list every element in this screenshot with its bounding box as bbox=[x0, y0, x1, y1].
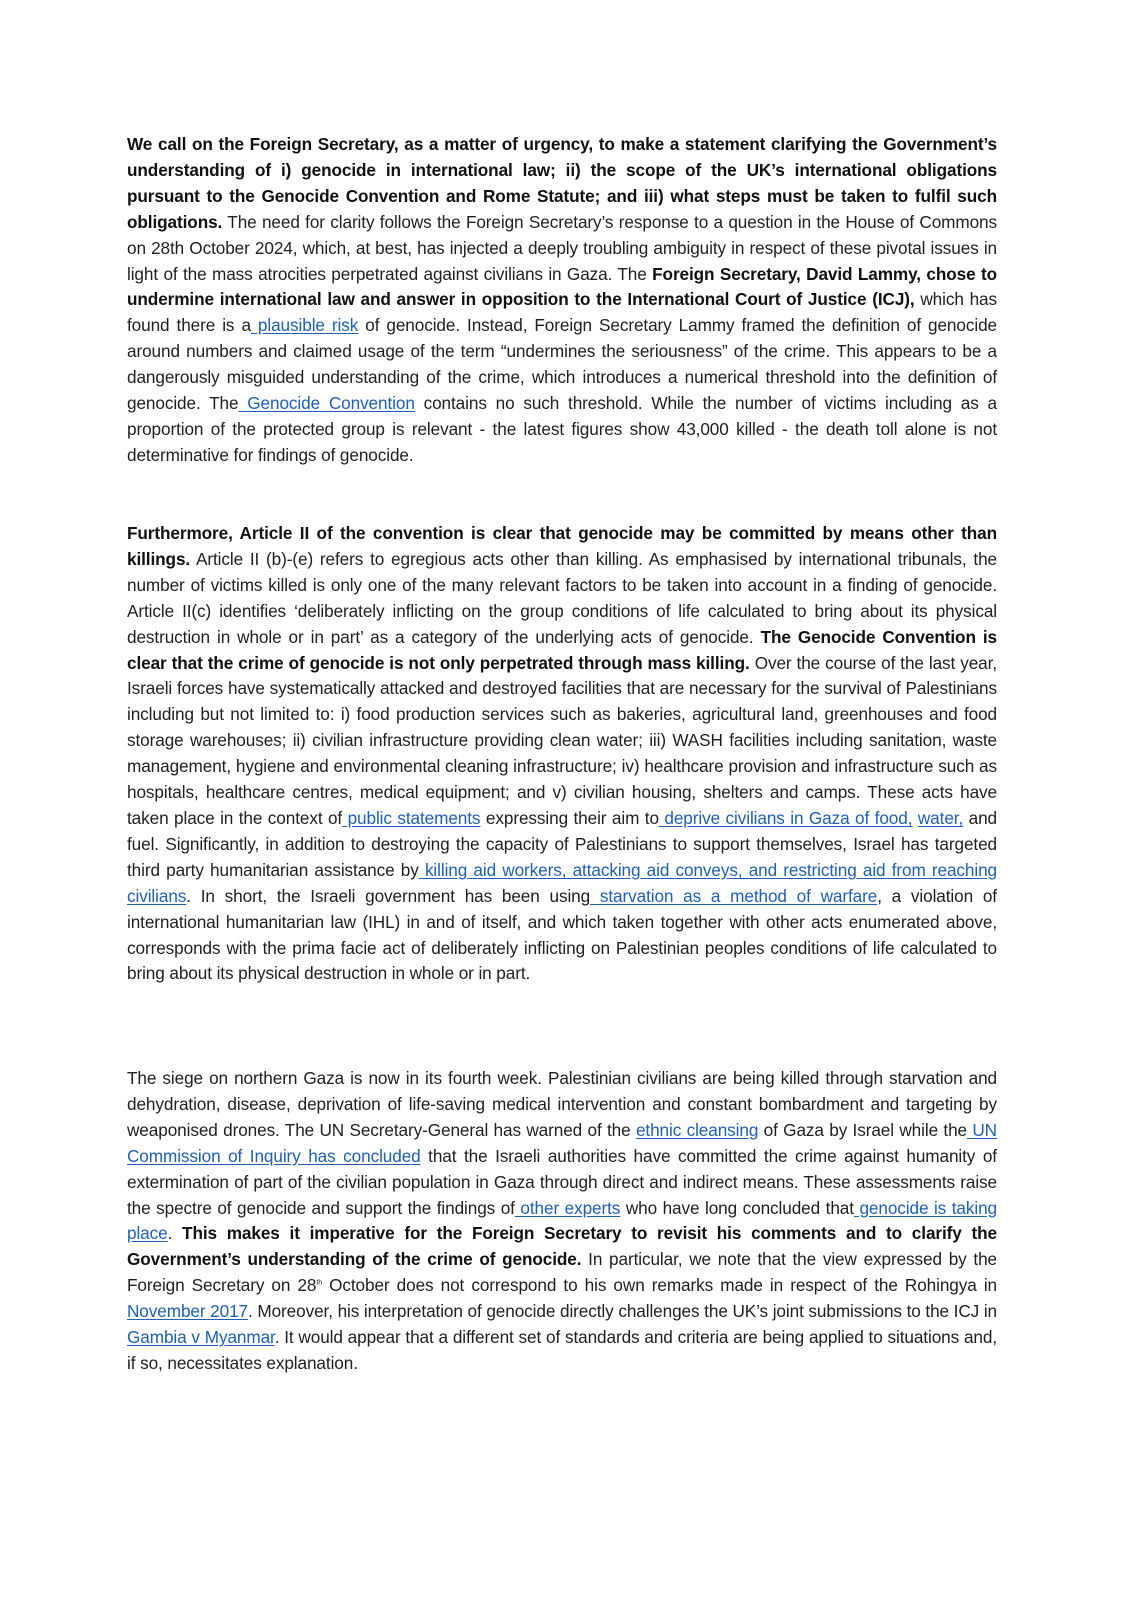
bold-lammy-undermine: Foreign Secretary, David Lammy, chose to undermine international law and answer in opposition to the International Court of Justice (ICJ), bbox=[127, 263, 997, 310]
text-run: who have long concluded that bbox=[620, 1197, 854, 1218]
bold-imperative-revisit: This makes it imperative for the Foreign Secretary to revisit his comments and to clarify the Government’s understanding of the crime of genocide. bbox=[127, 1223, 997, 1270]
link-other-experts[interactable]: other experts bbox=[514, 1197, 621, 1218]
text-run: The siege on northern Gaza is now in its fourth week. Palestinian civilians are being killed through starvation and dehydration, disease, deprivation of life-saving medical intervention and constant bombardment and targeting by weaponised drones. The UN Secretary-General has warned of the bbox=[127, 1068, 997, 1140]
text-run: Article II (b)-(e) refers to egregious acts other than killing. As emphasised by international tribunals, the number of victims killed is only one of the many relevant factors to be taken into account in a finding of genocide. Article II(c) identifies ‘deliberately inflicting on the group conditions of life calculated to bring about its physical destruction in whole or in part’ as a category of the underlying acts of genocide. bbox=[127, 548, 997, 647]
text-run: , a violation of international humanitarian law (IHL) in and of itself, and which taken together with other acts enumerated above, corresponds with the prima facie act of deliberately inflicting on Palestinian peoples conditions of life calculated to bring about its physical destruction in whole or in part. bbox=[127, 885, 997, 984]
paragraph-siege-northern-gaza bbox=[127, 1066, 997, 1377]
link-deprive-civilians-food[interactable]: deprive civilians in Gaza of food, bbox=[658, 807, 913, 828]
text-run: October does not correspond to his own remarks made in respect of the Rohingya in bbox=[322, 1275, 997, 1296]
text-run: . Moreover, his interpretation of genocide directly challenges the UK’s joint submissions to the ICJ in bbox=[248, 1301, 998, 1322]
text-run: In particular, we note that the view expressed by the Foreign Secretary on 28 bbox=[127, 1249, 997, 1296]
bold-not-only-mass-killing: The Genocide Convention is clear that the crime of genocide is not only perpetrated through mass killing. bbox=[127, 626, 997, 673]
text-run: of Gaza by Israel while the bbox=[758, 1119, 967, 1140]
text-run: . In short, the Israeli government has been using bbox=[186, 885, 591, 906]
text-run: The need for clarity follows the Foreign Secretary’s response to a question in the House of Commons on 28th October 2024, which, at best, has injected a deeply troubling ambiguity in respect of these pivotal issues in light of the mass atrocities perpetrated against civilians in Gaza. The bbox=[127, 211, 997, 284]
text-run: contains no such threshold. While the number of victims including as a proportion of the protected group is relevant - the latest figures show 43,000 killed - the death toll alone is not determinative for findings of genocide. bbox=[127, 393, 997, 465]
link-plausible-risk[interactable]: plausible risk bbox=[250, 315, 359, 336]
bold-article-ii-other-means: Furthermore, Article II of the convention is clear that genocide may be committed by means other than killings. bbox=[127, 523, 997, 569]
text-run: of genocide. Instead, Foreign Secretary Lammy framed the definition of genocide around numbers and claimed usage of the term “undermines the seriousness” of the crime. This appears to be a dangerously misguided understanding of the crime, which introduces a numerical threshold into the definition of genocide. The bbox=[127, 315, 997, 414]
text-run: expressing their aim to bbox=[480, 807, 659, 828]
paragraph-article-ii bbox=[127, 521, 997, 987]
link-ethnic-cleansing[interactable]: ethnic cleansing bbox=[635, 1119, 759, 1140]
link-gambia-v-myanmar[interactable]: Gambia v Myanmar bbox=[127, 1327, 275, 1348]
link-starvation-method-of-warfare[interactable]: starvation as a method of warfare bbox=[590, 885, 878, 906]
link-un-commission-of-inquiry[interactable]: UN Commission of Inquiry has concluded bbox=[127, 1119, 997, 1166]
link-genocide-taking-place[interactable]: genocide is taking place bbox=[127, 1197, 997, 1244]
text-run: . It would appear that a different set of standards and criteria are being applied to situations and, if so, necessitates explanation. bbox=[127, 1327, 997, 1373]
link-november-2017[interactable]: November 2017 bbox=[127, 1301, 249, 1322]
text-run: Over the course of the last year, Israeli forces have systematically attacked and destroyed facilities that are necessary for the survival of Palestinians including but not limited to: i) food production services such as bakeries, agricultural land, greenhouses and food storage warehouses; ii) civilian infrastructure providing clean water; iii) WASH facilities including sanitation, waste management, hygiene and environmental cleaning infrastructure; iv) healthcare provision and infrastructure such as hospitals, healthcare centres, medical equipment; and v) civilian housing, shelters and camps. These acts have taken place in the context of bbox=[127, 652, 997, 828]
link-public-statements[interactable]: public statements bbox=[342, 807, 481, 828]
link-water[interactable]: water, bbox=[917, 807, 964, 828]
link-genocide-convention[interactable]: Genocide Convention bbox=[238, 393, 415, 414]
text-run: that the Israeli authorities have committed the crime against humanity of extermination of part of the civilian population in Gaza through direct and indirect means. These assessments raise the spectre of genocide and support the findings of bbox=[127, 1145, 997, 1218]
ordinal-suffix: th bbox=[316, 1279, 323, 1287]
text-run: and fuel. Significantly, in addition to destroying the capacity of Palestinians to support themselves, Israel has targeted third party humanitarian assistance by bbox=[127, 807, 997, 880]
text-run: which has found there is a bbox=[127, 289, 997, 336]
bold-call-to-foreign-secretary: We call on the Foreign Secretary, as a matter of urgency, to make a statement clarifying the Government’s understanding of i) genocide in international law; ii) the scope of the UK’s international obligations pursuant to the Genocide Convention and Rome Statute; and iii) what steps must be taken to fulfil such obligations. bbox=[127, 134, 997, 232]
paragraph-statement-call bbox=[127, 132, 997, 469]
text-run: . bbox=[167, 1223, 183, 1244]
link-killing-aid-workers[interactable]: killing aid workers, attacking aid conveys, and restricting aid from reaching civilians bbox=[127, 859, 998, 906]
